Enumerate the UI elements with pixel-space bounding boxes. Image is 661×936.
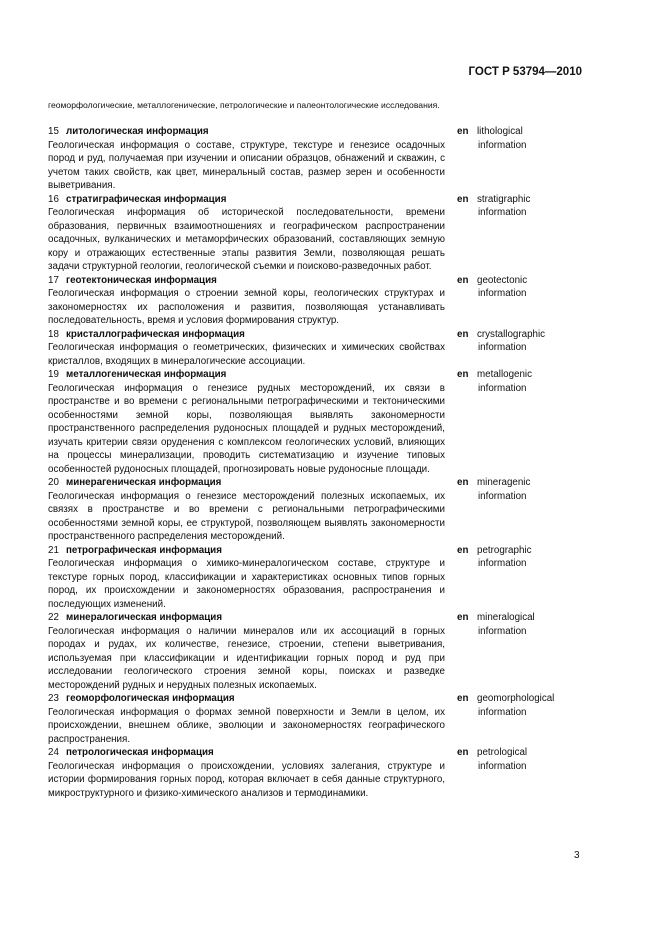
- term-definition: Геологическая информация о генезисе рудных месторождений, их связи в пространстве и во времени с региональными петрографическими и тектоническими особенностями земной коры, позволяющая выявлять закономерности пространственного распределения рудоносных площадей и рудных месторождений, изучать критерии связи оруденения с комплексом геологических условий, влияющих на процессы минерализации, проводить систематизацию и изучение типовых особенностей рудоносных площадей, прогнозировать новые рудоносные площади.: [48, 382, 445, 475]
- language-code: en: [457, 544, 469, 556]
- term-entry: [48, 692, 608, 746]
- english-term: [477, 692, 554, 746]
- term-entry-body: [48, 125, 445, 193]
- english-term-line: information: [478, 558, 527, 569]
- language-code: en: [457, 369, 469, 380]
- term-definition: Геологическая информация о генезисе месторождений полезных ископаемых, их связях в пространстве и во времени с региональными петрографическими особенностями земной коры, ее структурой, позволяющем выявлять закономерности пространственного распределения месторождений.: [48, 490, 445, 542]
- term-definition: Геологическая информация о наличии минералов или их ассоциаций в горных породах и рудах, их количестве, генезисе, строении, степени выветривания, используемая при классификации и идентификации горных пород и руд при исследовании геологического строения земной коры, поисках и разведке месторождений рудных и нерудных полезных ископаемых.: [48, 625, 445, 691]
- term-definition: Геологическая информация о геометрических, физических и химических свойствах кристаллов, входящих в минералогические ассоциации.: [48, 342, 445, 367]
- term-heading: [48, 544, 445, 558]
- english-equivalent: [457, 746, 527, 800]
- language-code: en: [457, 274, 469, 286]
- term-entry: [48, 368, 608, 476]
- term-number: 24: [48, 747, 59, 758]
- term-number: 20: [48, 477, 59, 488]
- english-term-line: information: [478, 342, 527, 353]
- english-term-line: metallogenic: [477, 369, 533, 380]
- term-number: 16: [48, 193, 59, 205]
- term-heading: [48, 274, 445, 288]
- term-number: 23: [48, 693, 59, 704]
- term-number: 21: [48, 544, 59, 556]
- english-term: [477, 611, 535, 692]
- term-entry-body: [48, 368, 445, 476]
- term-entry: [48, 193, 608, 274]
- english-term-line: geotectonic: [477, 274, 528, 286]
- english-term-line: stratigraphic: [477, 193, 531, 205]
- english-term: [477, 746, 527, 800]
- english-term-line: petrological: [477, 747, 528, 758]
- term-name: минералогическая информация: [66, 612, 223, 623]
- term-entry: [48, 476, 608, 544]
- english-term: [477, 274, 527, 328]
- term-name: геоморфологическая информация: [66, 693, 235, 704]
- language-code: en: [457, 693, 469, 704]
- english-term-line: mineragenic: [477, 477, 531, 488]
- english-term-line: mineralogical: [477, 612, 535, 623]
- english-term: [477, 193, 530, 274]
- term-name: геотектоническая информация: [66, 274, 217, 286]
- language-code: en: [457, 747, 469, 758]
- term-name: кристаллографическая информация: [66, 328, 245, 340]
- term-number: 22: [48, 612, 59, 623]
- english-term-line: information: [478, 625, 527, 637]
- english-term-line: lithological: [477, 126, 523, 137]
- english-term: [477, 544, 531, 612]
- term-entry: [48, 544, 608, 612]
- english-equivalent: [457, 274, 527, 328]
- term-heading: [48, 193, 445, 207]
- term-name: литологическая информация: [66, 126, 209, 137]
- term-name: петрологическая информация: [66, 747, 214, 758]
- language-code: en: [457, 328, 469, 340]
- term-entry: [48, 274, 608, 328]
- term-definition: Геологическая информация об исторической последовательности, времени образования, первичных взаимоотношениях и географическом распространении осадочных, вулканических и метаморфических образований, составляющих земную кору и отражающих естественные этапы развития Земли, позволяющая решать задачи структурной геологии, геологической съемки и поисково-разведочных работ.: [48, 207, 445, 272]
- english-equivalent: [457, 368, 532, 476]
- term-heading: [48, 368, 445, 382]
- term-entry: [48, 746, 608, 800]
- term-heading: [48, 611, 445, 625]
- english-term-line: crystallographic: [477, 328, 546, 340]
- term-definition: Геологическая информация о формах земной поверхности и Земли в целом, их происхождении, внешнем облике, эволюции и закономерностях географического распространения.: [48, 706, 445, 745]
- english-term-line: information: [478, 490, 527, 502]
- term-entry: [48, 328, 608, 369]
- english-term: [477, 368, 532, 476]
- language-code: en: [457, 193, 469, 205]
- term-number: 19: [48, 369, 59, 380]
- english-term-line: information: [478, 760, 527, 772]
- page-number: 3: [574, 850, 580, 861]
- term-entry-body: [48, 193, 445, 274]
- document-header: ГОСТ Р 53794—2010: [468, 66, 582, 78]
- term-entry-body: [48, 544, 445, 612]
- term-heading: [48, 125, 445, 139]
- english-term-line: information: [478, 706, 527, 718]
- term-definition: Геологическая информация о химико-минералогическом составе, структуре и текстуре горных пород, классификации и характеристиках основных типов горных пород, их происхождении и закономерностях образования, распространения и последующих изменений.: [48, 558, 445, 610]
- term-entry-body: [48, 476, 445, 544]
- language-code: en: [457, 477, 469, 488]
- term-entry: [48, 611, 608, 692]
- english-equivalent: [457, 692, 554, 746]
- term-entry-body: [48, 328, 445, 369]
- language-code: en: [457, 126, 469, 137]
- term-name: минерагеническая информация: [66, 477, 222, 488]
- term-heading: [48, 746, 445, 760]
- language-code: en: [457, 612, 469, 623]
- term-definition: Геологическая информация о строении земной коры, геологических структурах и закономерностях их расположения и развития, позволяющая устанавливать последовательность, время и условия формирования структур.: [48, 288, 445, 326]
- term-entry-body: [48, 274, 445, 328]
- english-term: [477, 476, 530, 544]
- term-heading: [48, 476, 445, 490]
- english-term-line: geomorphological: [477, 693, 555, 704]
- term-name: металлогеническая информация: [66, 369, 227, 380]
- term-number: 15: [48, 126, 59, 137]
- term-name: стратиграфическая информация: [66, 193, 227, 205]
- term-name: петрографическая информация: [66, 544, 222, 556]
- english-equivalent: [457, 611, 535, 692]
- english-term-line: information: [478, 207, 527, 218]
- english-term-line: information: [478, 288, 527, 299]
- english-term-line: information: [478, 382, 527, 394]
- term-definition: Геологическая информация о происхождении, условиях залегания, структуре и истории формирования горных пород, которая включает в себя данные структурного, микроструктурного и физико-химического анализов и термодинамики.: [48, 760, 445, 799]
- english-term-line: information: [478, 139, 527, 151]
- term-entry-body: [48, 746, 445, 800]
- english-equivalent: [457, 328, 545, 369]
- english-equivalent: [457, 125, 526, 193]
- term-entries: [48, 125, 608, 800]
- term-number: 18: [48, 328, 59, 340]
- english-term: [477, 328, 545, 369]
- english-term-line: petrographic: [477, 544, 532, 556]
- english-equivalent: [457, 544, 531, 612]
- term-number: 17: [48, 274, 59, 286]
- term-entry-body: [48, 692, 445, 746]
- term-heading: [48, 328, 445, 342]
- term-entry-body: [48, 611, 445, 692]
- continuation-text: геоморфологические, металлогенические, петрологические и палеонтологические исследования.: [48, 100, 440, 110]
- english-equivalent: [457, 476, 530, 544]
- term-entry: [48, 125, 608, 193]
- english-term: [477, 125, 526, 193]
- term-heading: [48, 692, 445, 706]
- english-equivalent: [457, 193, 530, 274]
- term-definition: Геологическая информация о составе, структуре, текстуре и генезисе осадочных пород и руд, получаемая при изучении и описании образцов, обнажений и скважин, с учетом таких свойств, как цвет, минеральный состав, размер зерен и особенности выветривания.: [48, 139, 445, 191]
